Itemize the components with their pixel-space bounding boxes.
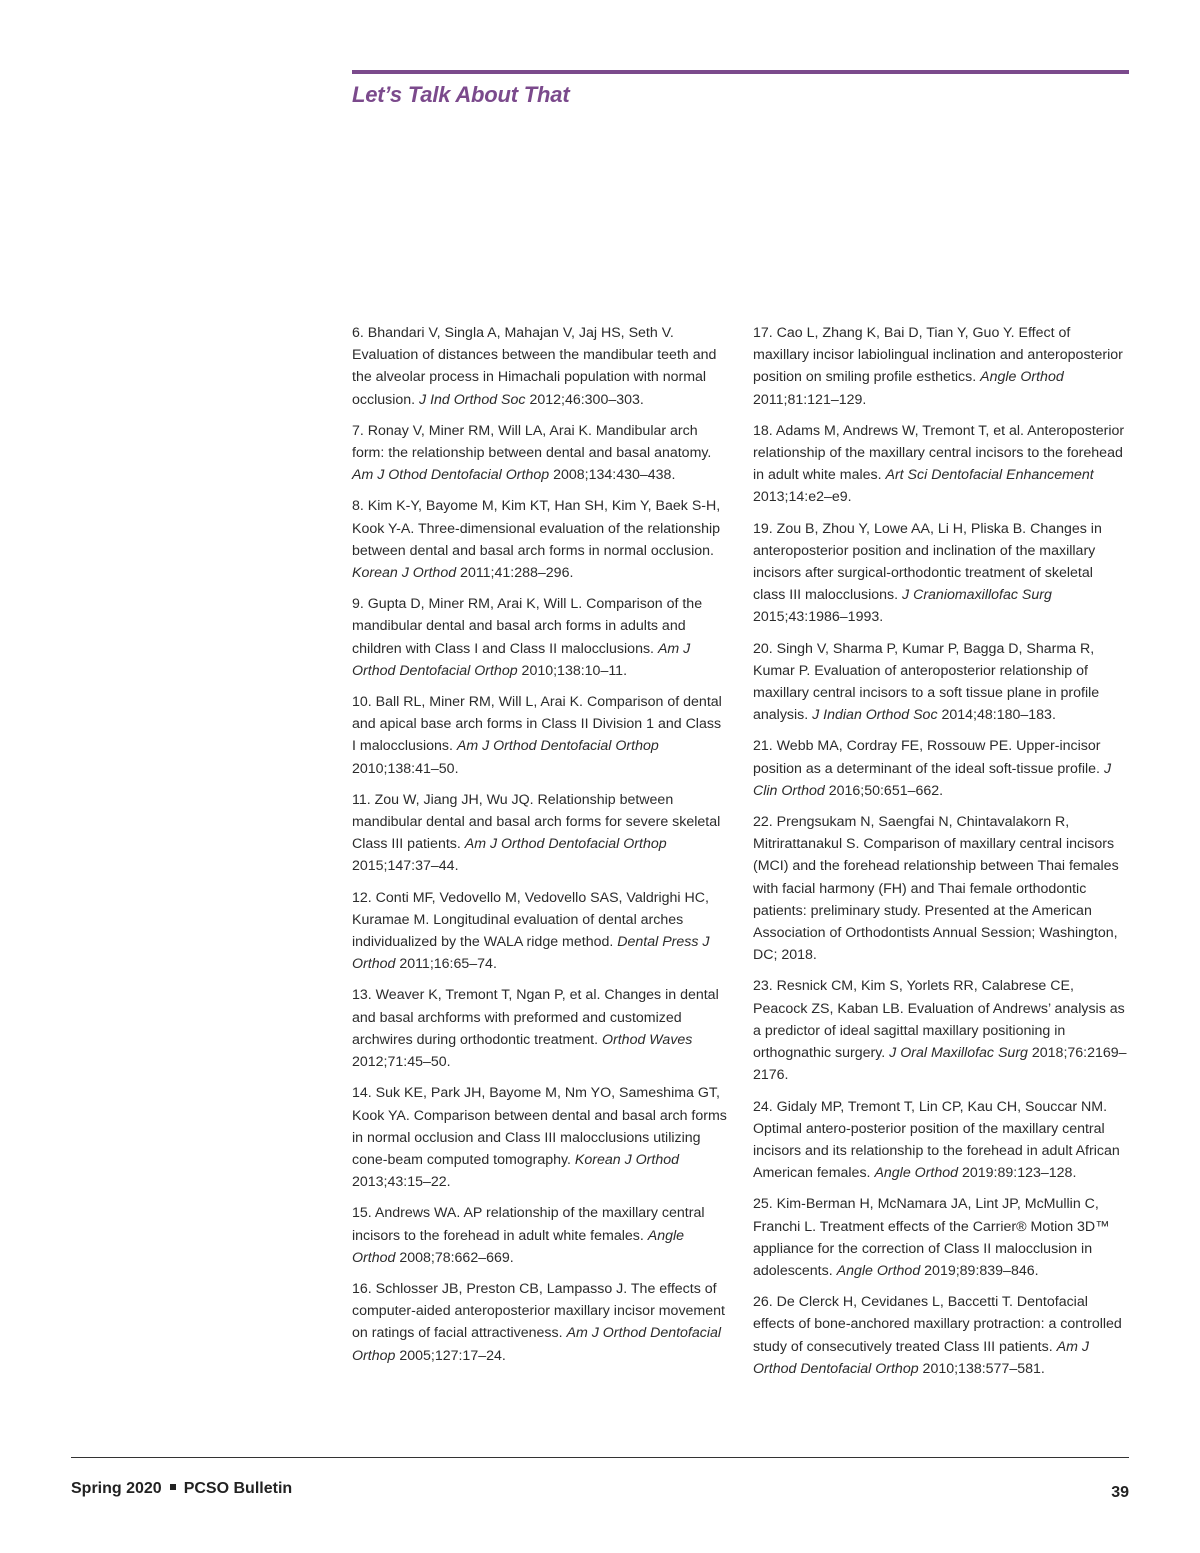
- reference-text: 22. Prengsukam N, Saengfai N, Chintavalakorn R, Mitrirattanakul S. Comparison of maxillary central incisors (MCI) and the forehead relationship between Thai females with facial harmony (FH) and Thai female orthodontic patients: preliminary study. Presented at the American Association of Orthodontists Annual Session; Washington, DC; 2018.: [753, 814, 1119, 964]
- references-column-left: [352, 322, 728, 1376]
- reference-item: [753, 638, 1129, 727]
- reference-journal: Angle Orthod: [980, 369, 1064, 386]
- reference-citation: 2015;43:1986–1993.: [753, 609, 884, 626]
- reference-journal: Dental Press J Orthod: [352, 934, 710, 973]
- reference-citation: 2011;16:65–74.: [395, 956, 497, 973]
- reference-item: [352, 1202, 728, 1269]
- reference-journal: Am J Orthod Dentofacial Orthop: [352, 640, 691, 679]
- reference-journal: J Craniomaxillofac Surg: [902, 587, 1052, 604]
- reference-text: 20. Singh V, Sharma P, Kumar P, Bagga D, Sharma R, Kumar P. Evaluation of anteroposterior relationship of maxillary central incisors to a soft tissue plane in profile analysis.: [753, 640, 1100, 724]
- page-number: 39: [1111, 1484, 1129, 1501]
- reference-item: [753, 1291, 1129, 1380]
- reference-item: [352, 789, 728, 878]
- reference-journal: Korean J Orthod: [352, 565, 457, 582]
- footer-publication-name: PCSO Bulletin: [183, 1480, 293, 1497]
- reference-text: 12. Conti MF, Vedovello M, Vedovello SAS, Valdrighi HC, Kuramae M. Longitudinal evaluation of dental arches individualized by the WALA ridge method.: [352, 889, 709, 951]
- reference-citation: 2010;138:41–50.: [352, 760, 459, 777]
- reference-journal: Angle Orthod: [352, 1227, 685, 1266]
- reference-item: [753, 420, 1129, 509]
- reference-citation: 2013;14:e2–e9.: [753, 489, 852, 506]
- reference-citation: 2008;134:430–438.: [549, 467, 676, 484]
- reference-citation: 2012;71:45–50.: [352, 1054, 451, 1071]
- reference-journal: Am J Orthod Dentofacial Orthop: [753, 1338, 1089, 1377]
- reference-journal: Am J Orthod Dentofacial Orthop: [352, 1325, 722, 1364]
- reference-citation: 2010;138:10–11.: [517, 662, 628, 679]
- reference-journal: J Indian Orthod Soc: [812, 707, 938, 724]
- references-column-right: [753, 322, 1129, 1389]
- reference-journal: Korean J Orthod: [574, 1151, 680, 1168]
- reference-citation: 2010;138:577–581.: [918, 1360, 1045, 1377]
- reference-citation: 2013;43:15–22.: [352, 1174, 451, 1191]
- reference-text: 13. Weaver K, Tremont T, Ngan P, et al. Changes in dental and basal archforms with preformed and customized archwires during orthodontic treatment.: [352, 987, 719, 1048]
- reference-item: [753, 322, 1129, 411]
- reference-text: 19. Zou B, Zhou Y, Lowe AA, Li H, Pliska B. Changes in anteroposterior position and inclination of the maxillary incisors after surgical-orthodontic treatment of skeletal class III malocclusions.: [753, 520, 1102, 604]
- reference-text: 9. Gupta D, Miner RM, Arai K, Will L. Comparison of the mandibular dental and basal arch forms in adults and children with Class I and Class II malocclusions.: [352, 596, 703, 657]
- reference-text: 15. Andrews WA. AP relationship of the maxillary central incisors to the forehead in adult white females.: [352, 1205, 705, 1244]
- reference-journal: Angle Orthod: [836, 1262, 921, 1279]
- reference-text: 18. Adams M, Andrews W, Tremont T, et al. Anteroposterior relationship of the maxillary central incisors to the forehead in adult white males.: [753, 422, 1125, 484]
- footer-issue: Spring 2020: [71, 1480, 162, 1497]
- reference-text: 25. Kim-Berman H, McNamara JA, Lint JP, McMullin C, Franchi L. Treatment effects of the Carrier® Motion 3D™ appliance for the correction of Class II malocclusion in adolescents.: [753, 1196, 1110, 1279]
- reference-item: [352, 887, 728, 976]
- reference-item: [753, 1193, 1129, 1282]
- reference-item: [753, 735, 1129, 802]
- reference-text: 17. Cao L, Zhang K, Bai D, Tian Y, Guo Y. Effect of maxillary incisor labiolingual inclination and anteroposterior position on smiling profile esthetics.: [753, 325, 1123, 386]
- reference-item: [753, 811, 1129, 966]
- reference-citation: 2018;76:2169–2176.: [753, 1045, 1127, 1084]
- reference-item: [352, 322, 728, 411]
- reference-citation: 2014;48:180–183.: [937, 707, 1056, 724]
- reference-citation: 2015;147:37–44.: [352, 858, 459, 875]
- reference-item: [352, 1082, 728, 1193]
- reference-citation: 2016;50:651–662.: [824, 782, 944, 799]
- reference-journal: Orthod Waves: [601, 1031, 693, 1048]
- header-rule: [352, 70, 1129, 74]
- reference-citation: 2011;41:288–296.: [456, 565, 574, 582]
- reference-item: [352, 984, 728, 1073]
- reference-citation: 2012;46:300–303.: [525, 391, 644, 408]
- reference-item: [352, 420, 728, 487]
- reference-text: 7. Ronay V, Miner RM, Will LA, Arai K. Mandibular arch form: the relationship between dental and basal anatomy.: [352, 422, 712, 462]
- reference-journal: J Ind Orthod Soc: [419, 391, 526, 408]
- reference-text: 21. Webb MA, Cordray FE, Rossouw PE. Upper-incisor position as a determinant of the ideal soft-tissue profile.: [753, 738, 1104, 777]
- reference-citation: 2019;89:839–846.: [920, 1262, 1039, 1279]
- reference-text: 16. Schlosser JB, Preston CB, Lampasso J. The effects of computer-aided anteroposterior maxillary incisor movement on ratings of facial attractiveness.: [352, 1280, 725, 1342]
- reference-item: [352, 495, 728, 584]
- reference-journal: Angle Orthod: [874, 1165, 959, 1182]
- reference-item: [753, 1096, 1129, 1185]
- section-title: Let’s Talk About That: [352, 82, 570, 107]
- reference-citation: 2008;78:662–669.: [395, 1249, 514, 1266]
- reference-text: 23. Resnick CM, Kim S, Yorlets RR, Calabrese CE, Peacock ZS, Kaban LB. Evaluation of Andrews’ analysis as a predictor of ideal sagittal maxillary positioning in orthognathic surgery.: [753, 978, 1125, 1062]
- reference-citation: 2005;127:17–24.: [395, 1347, 506, 1364]
- reference-text: 6. Bhandari V, Singla A, Mahajan V, Jaj HS, Seth V. Evaluation of distances between the mandibular teeth and the alveolar process in Himachali population with normal occlusion.: [352, 325, 717, 408]
- reference-text: 24. Gidaly MP, Tremont T, Lin CP, Kau CH, Souccar NM. Optimal antero-posterior position of the maxillary central incisors and its relationship to the forehead in adult African American females.: [753, 1098, 1120, 1182]
- bullet-square-icon: [170, 1484, 176, 1490]
- reference-item: [753, 975, 1129, 1086]
- footer-rule: [71, 1457, 1129, 1458]
- reference-item: [352, 691, 728, 780]
- footer-publication: [71, 1480, 292, 1498]
- reference-text: 26. De Clerck H, Cevidanes L, Baccetti T. Dentofacial effects of bone-anchored maxillary protraction: a controlled study of consecutively treated Class III patients.: [753, 1294, 1122, 1355]
- reference-item: [352, 1278, 728, 1367]
- reference-citation: 2011;81:121–129.: [753, 391, 867, 408]
- reference-journal: Art Sci Dentofacial Enhancement: [885, 467, 1094, 484]
- reference-journal: J Clin Orthod: [753, 760, 1112, 799]
- reference-journal: Am J Orthod Dentofacial Orthop: [456, 738, 659, 755]
- reference-journal: Am J Othod Dentofacial Orthop: [352, 467, 550, 484]
- reference-citation: 2019:89:123–128.: [958, 1165, 1077, 1182]
- reference-item: [352, 593, 728, 682]
- reference-text: 8. Kim K-Y, Bayome M, Kim KT, Han SH, Kim Y, Baek S-H, Kook Y-A. Three-dimensional evaluation of the relationship between dental and basal arch forms in normal occlusion.: [352, 498, 721, 559]
- reference-text: 11. Zou W, Jiang JH, Wu JQ. Relationship between mandibular dental and basal arch forms for severe skeletal Class III patients.: [352, 791, 721, 853]
- reference-text: 10. Ball RL, Miner RM, Will L, Arai K. Comparison of dental and apical base arch forms in Class II Division 1 and Class I malocclusions.: [352, 694, 722, 755]
- reference-journal: J Oral Maxillofac Surg: [889, 1045, 1028, 1062]
- reference-text: 14. Suk KE, Park JH, Bayome M, Nm YO, Sameshima GT, Kook YA. Comparison between dental and basal arch forms in normal occlusion and Class III malocclusions utilizing cone-beam computed tomography.: [352, 1085, 727, 1168]
- reference-item: [753, 518, 1129, 629]
- reference-journal: Am J Orthod Dentofacial Orthop: [464, 836, 667, 853]
